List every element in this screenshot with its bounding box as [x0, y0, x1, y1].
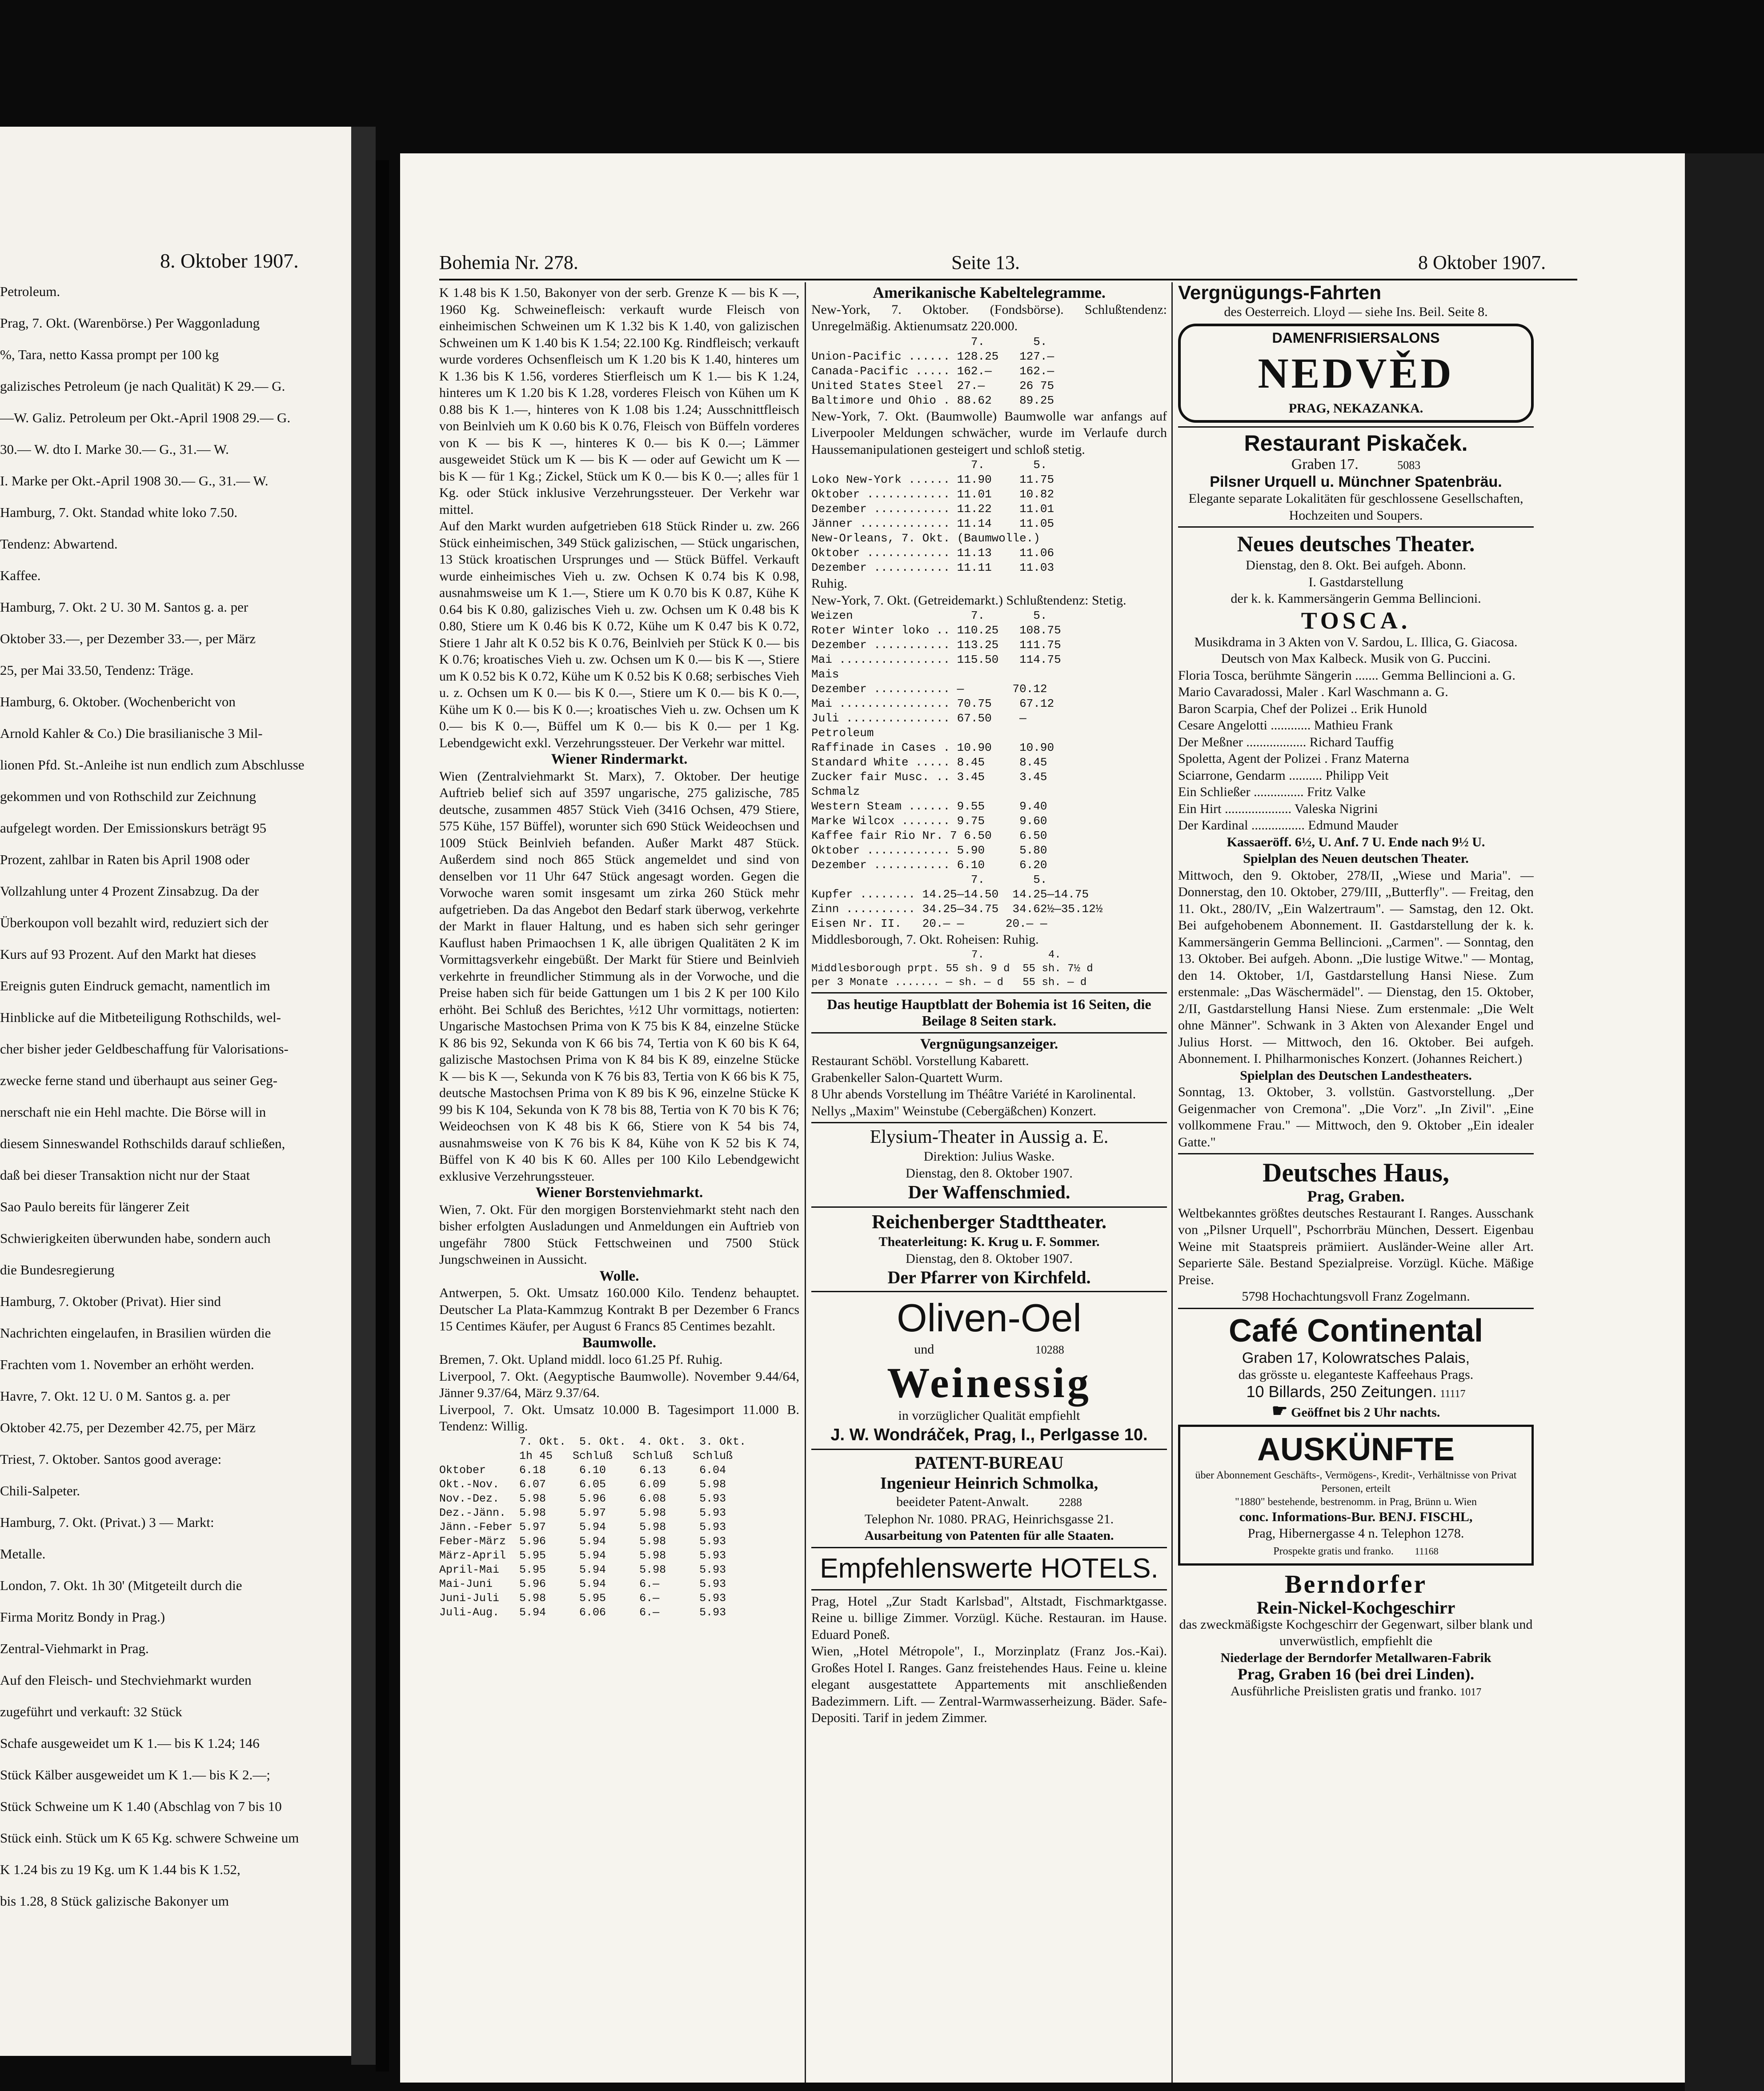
middlesborough-paragraph: Middlesborough, 7. Okt. Roheisen: Ruhig. — [811, 932, 1039, 947]
elysium-title: Elysium-Theater in Aussig a. E. — [870, 1127, 1109, 1147]
right-page — [400, 153, 1685, 2083]
cast-member: Floria Tosca, berühmte Sängerin ....... Gemma Bellincioni a. G. — [1178, 668, 1515, 683]
left-column-line: zugeführt und verkauft: 32 Stück — [0, 1704, 182, 1719]
theatre-schedule: Mittwoch, den 9. Oktober, 278/II, „Wiese und Maria". — Donnerstag, den 10. Oktober, 279/III, „Butterfly". — Freitag, den 11. Okt., 280/IV, „Ein Walzertraum". — Samstag, den 12. Okt. Bei aufgehobenem Abonnement. II. Gastdarstellung der k. k. Kammersängerin Gemma Bellincioni. „Carmen". — Sonntag, den 13. Oktober. Bei aufgeh. Abonn. „Die lustige Witwe." — Montag, den 14. Oktober, 1/I, Gastdarstellung Hansi Niese. Zum erstenmale: „Das Wäschermädel". — Dienstag, den 15. Oktober, 2/II, Gastdarstellung Hansi Niese. Zum erstenmale: „Die Welt ohne Männer". Schwank in 3 Akten von Alexander Engel und Julius Horst. — Mittwoch, den 16. Oktober. Bei aufgeh. Abonnement. I. Philharmonisches Konzert. (Johannes Reichert.) — [1178, 868, 1534, 1066]
event-item: 8 Uhr abends Vorstellung im Théâtre Variété in Karolinental. — [811, 1087, 1136, 1102]
cotton-table-rows: Oktober 6.18 6.10 6.13 6.04 Okt.-Nov. 6.07 6.05 6.09 5.98 Nov.-Dez. 5.98 5.96 6.08 5.93 Dez.-Jänn. 5.98 5.97 5.98 5.93 Jänn.-Feber 5.97 5.94 5.98 5.93 Feber-März 5.96 5.94 5.98 5.93 März-April 5.95 5.94 5.98 5.93 April-Mai 5.95 5.94 5.98 5.93 Mai-Juni 5.96 5.94 6.— 5.93 Juni-Juli 5.98 5.95 6.— 5.93 Juli-Aug. 5.94 6.06 6.— 5.93 — [439, 1463, 726, 1619]
cast-member: Ein Schließer ............... Fritz Valke — [1178, 785, 1366, 799]
left-column-line: Hamburg, 7. Okt. 2 U. 30 M. Santos g. a. per — [0, 599, 249, 615]
left-page — [0, 127, 351, 2056]
ny-stocks-paragraph: New-York, 7. Oktober. (Fondsbörse). Schlußtendenz: Unregelmäßig. Aktienumsatz 220.000. — [811, 302, 1167, 333]
theatre-title: Neues deutsches Theater. — [1237, 531, 1475, 556]
cast-member: Sciarrone, Gendarm .......... Philipp Veit — [1178, 768, 1389, 783]
wool-heading: Wolle. — [599, 1268, 639, 1284]
right-page-page-number: Seite 13. — [951, 252, 1020, 273]
hotel-prague: Prag, Hotel „Zur Stadt Karlsbad", Altstadt, Fischmarktgasse. Reine u. billige Zimmer. Vorzügl. Küche. Restauran. im Hause. Eduard Poneß. — [811, 1594, 1167, 1642]
left-column-line: Tendenz: Abwartend. — [0, 536, 118, 552]
vienna-pig-heading: Wiener Borstenviehmarkt. — [535, 1185, 703, 1201]
meat-prices-paragraph: K 1.48 bis K 1.50, Bakonyer von der serb. Grenze K — bis K —, 1960 Kg. Schweinefleisch: verkauft wurde Fleisch von einheimischen Schweinen um K 1.32 bis K 1.40, von galizischen Schweinen um K 1.40 bis K 1.54; 22.100 Kg. Rindfleisch; verkauft wurde vorderes Ochsenfleisch um K 1.20 bis K 1.40, hinteres um K 1.36 bis K 1.56, vorderes Stierfleisch um K 1.— bis K 1.24, hinteres um K 1.20 bis K 1.28, vorderes Fleisch von Kühen um K 0.88 bis K 1.—, hinteres von K 1.08 bis 1.24; Ausschnittfleisch von Beinlvieh um K 0.60 bis K 0.76, Fleisch von Büffeln vorderes von K — bis K —, hinteres K 0.— bis K 0.—; Lämmer ausgeweidet Stück um K — bis K — oder auf Gewicht um K — bis K — für 1 Kg.; Zickel, Stück um K 0.— bis K 0.—; alles für 1 Kg. oder Stück inklusive Verzehrungssteuer. Der Verkehr war mittel. — [439, 285, 799, 517]
divider — [811, 1122, 1167, 1123]
left-column-line: lionen Pfd. St.-Anleihe ist nun endlich zum Abschlusse — [0, 757, 305, 773]
left-column-line: Hamburg, 7. Okt. (Privat.) 3 — Markt: — [0, 1514, 214, 1530]
cast-member: Baron Scarpia, Chef der Polizei .. Erik Hunold — [1178, 701, 1427, 716]
hotels-title: Empfehlenswerte HOTELS. — [820, 1553, 1159, 1584]
wool-paragraph: Antwerpen, 5. Okt. Umsatz 160.000 Kilo. Tendenz behauptet. Deutscher La Plata-Kammzug Kontrakt B per Dezember 6 Francs 15 Centimes Käufer, per August 6 Francs 85 Centimes bezahlt. — [439, 1286, 799, 1334]
left-column-line: bis 1.28, 8 Stück galizische Bakonyer um — [0, 1893, 229, 1909]
cafe-billiards — [1178, 1383, 1534, 1403]
cattle-market-paragraph: Auf den Markt wurden aufgetrieben 618 Stück Rinder u. zw. 266 Stück einheimischen, 349 Stück galizischen, — Stück ungarischen, 13 Stück kroatischen Ursprunges und — Stück Büffel. Verkauft wurde einheimisches Vieh u. zw. Ochsen K 0.74 bis K 0.98, ausnahmsweise um K 1.—, Stiere um K 0.70 bis K 0.87, Kühe K 0.64 bis K 0.80, galizisches Vieh u. zw. Ochsen um K 0.48 bis K 0.80, Stiere um K 0.46 bis K 0.72, Kühe um K 0.47 bis K 0.72, Stiere 1 Jahr alt K 0.52 bis K 0.76, Beinlvieh per Stück K 0.— bis K 0.76; kroatisches Vieh u. zw. Ochsen um K 0.— bis K —, Stiere um K 0.52 bis K 0.72, Kühe um K 0.52 bis K 0.68; serbisches Vieh u. z. Ochsen um K 0.— bis K 0.—, Stiere um K 0.— bis K 0.—, Kühe um K 0.— bis K 0.—; kroatisches Vieh u. zw. Ochsen um K 0.— bis K 0.—, Büffel um K 0.— bis K 0.— per 1 Kg. Lebendgewicht exkl. Verzehrungssteuer. Der Verkehr war mittel. — [439, 519, 799, 750]
left-column-line: Prag, 7. Okt. (Warenbörse.) Per Waggonladung — [0, 315, 260, 331]
cafe-continental-title: Café Continental — [1228, 1313, 1483, 1349]
left-page-date: 8. Oktober 1907. — [160, 249, 299, 272]
left-column-line: Schafe ausgeweidet um K 1.— bis K 1.24; 146 — [0, 1735, 260, 1751]
left-column-line: Havre, 7. Okt. 12 U. 0 M. Santos g. a. per — [0, 1388, 230, 1404]
ad-number: 10288 — [1035, 1343, 1064, 1356]
cotton-table-header: 7. Okt. 5. Okt. 4. Okt. 3. Okt. 1h 45 Schluß Schluß Schluß — [519, 1435, 746, 1462]
left-column-line: Ereignis guten Eindruck gemacht, namentlich im — [0, 978, 270, 993]
vinegar-ad-title: Weinessig — [887, 1358, 1091, 1406]
divider — [811, 992, 1167, 993]
ad-number: 2288 — [1058, 1496, 1082, 1509]
left-column-line: Hamburg, 7. Okt. Standad white loko 7.50. — [0, 505, 238, 520]
reichenberg-management: Theaterleitung: K. Krug u. F. Sommer. — [878, 1234, 1100, 1249]
left-column-line: Vollzahlung unter 4 Prozent Zinsabzug. Da der — [0, 883, 259, 899]
left-column-line: diesem Sinneswandel Rothschilds darauf schließen, — [0, 1136, 285, 1151]
piskacek-address — [1178, 456, 1534, 474]
reichenberg-play: Der Pfarrer von Kirchfeld. — [887, 1267, 1091, 1287]
divider — [1178, 1308, 1534, 1309]
cafe-address: Graben 17, Kolowratsches Palais, — [1242, 1349, 1470, 1366]
tosca-title: TOSCA. — [1301, 607, 1411, 634]
left-column-line: Hamburg, 6. Oktober. (Wochenbericht von — [0, 694, 236, 709]
left-column-line: Frachten vom 1. November an erhöht werden. — [0, 1357, 254, 1372]
divider — [1178, 426, 1534, 428]
elysium-director: Direktion: Julius Waske. — [923, 1149, 1055, 1164]
book-edge — [1685, 153, 1764, 2091]
left-column-line: daß bei dieser Transaktion nicht nur der Staat — [0, 1167, 250, 1183]
lloyd-text: des Oesterreich. Lloyd — [1224, 304, 1345, 319]
left-column-line: zwecke ferne stand und überhaupt aus seiner Geg- — [0, 1073, 278, 1088]
piskacek-rooms: Elegante separate Lokalitäten für geschlossene Gesellschaften, Hochzeiten und Soupers. — [1188, 491, 1523, 523]
left-column-line: %, Tara, netto Kassa prompt per 100 kg — [0, 347, 219, 362]
vienna-cattle-heading: Wiener Rindermarkt. — [551, 751, 688, 767]
olive-oil-merchant: J. W. Wondráček, Prag, I., Perlgasse 10. — [830, 1426, 1148, 1444]
auskuenfte-agency: conc. Informations-Bur. BENJ. FISCHL, — [1239, 1509, 1473, 1524]
hotel-vienna: Wien, „Hotel Métropole", I., Morzinplatz (Franz Jos.-Kai). Großes Hotel I. Ranges. Ganz freistehendes Haus. Feine u. kleine elegant ausgestattete Appartements mit anschließenden Badezimmern. Lift. — Zentral-Warmwasserheizung. Bäder. Safe-Depositi. Tarif in jedem Zimmer. — [811, 1644, 1167, 1725]
elysium-play: Der Waffenschmied. — [908, 1182, 1070, 1203]
ny-grain-paragraph: New-York, 7. Okt. (Getreidemarkt.) Schlußtendenz: Stetig. — [811, 593, 1127, 608]
left-column-line: galizisches Petroleum (je nach Qualität) K 29.— G. — [0, 378, 285, 394]
nedved-salon-ad — [1178, 324, 1534, 423]
cafe-tagline: das grösste u. eleganteste Kaffeehaus Prags. — [1238, 1367, 1474, 1382]
auskuenfte-title: AUSKÜNFTE — [1257, 1431, 1455, 1467]
divider — [1178, 526, 1534, 528]
theatre-date: Dienstag, den 8. Okt. Bei aufgeh. Abonn. — [1246, 558, 1466, 573]
header-rule — [439, 279, 1577, 280]
tosca-description: Musikdrama in 3 Akten von V. Sardou, L. Illica, G. Giacosa. Deutsch von Max Kalbeck. Musik von G. Puccini. — [1194, 634, 1518, 666]
patent-service: Ausarbeitung von Patenten für alle Staaten. — [864, 1528, 1114, 1543]
left-column-line: Triest, 7. Oktober. Santos good average: — [0, 1451, 222, 1467]
patent-attorney — [811, 1494, 1167, 1511]
left-column-line: Hinblicke auf die Mitbeteiligung Rothschilds, wel- — [0, 1009, 281, 1025]
lloyd-trips-ad — [1178, 284, 1534, 304]
right-page-paper-name: Bohemia Nr. 278. — [439, 252, 578, 273]
berndorfer-product: Rein-Nickel-Kochgeschirr — [1256, 1598, 1455, 1618]
commodities-table: Weizen 7. 5. Roter Winter loko .. 110.25 108.75 Dezember ........... 113.25 111.75 Mai ................ 115.50 114.75 Mais Dezember ........... — 70.12 Mai ................ 70.75 67.12 Juli ............... 67.50 — Petroleum Raffinade in Cases . 10.90 10.90 Standard White ..... 8.45 8.45 Zucker fair Musc. .. 3.45 3.45 Schmalz Western Steam ...... 9.55 9.40 Marke Wilcox ....... 9.75 9.60 Kaffee fair Rio Nr. 7 6.50 6.50 Oktober ............ 5.90 5.80 Dezember ........... 6.10 6.20 7. 5. Kupfer ........ 14.25—14.50 14.25—14.75 Zinn .......... 34.25—34.75 34.62½—35.12½ Eisen Nr. II. 20.— — 20.— — — [811, 609, 1103, 930]
lloyd-trips-subline: des Oesterreich. Lloyd — siehe Ins. Beil. Seite 8. — [1224, 304, 1488, 319]
bremen-paragraph: Bremen, 7. Okt. Upland middl. loco 61.25 Pf. Ruhig. — [439, 1352, 723, 1367]
left-column-line: Oktober 42.75, per Dezember 42.75, per März — [0, 1420, 256, 1435]
ruhig-text: Ruhig. — [811, 576, 847, 591]
left-column-line: Chili-Salpeter. — [0, 1483, 80, 1498]
event-item: Grabenkeller Salon-Quartett Wurm. — [811, 1070, 1003, 1085]
reichenberg-date: Dienstag, den 8. Oktober 1907. — [906, 1251, 1073, 1266]
auskuenfte-address: Prag, Hibernergasse 4 n. Telephon 1278. — [1247, 1526, 1464, 1541]
left-column-line: Petroleum. — [0, 284, 60, 299]
divider — [811, 1589, 1167, 1590]
ny-cotton-paragraph: New-York, 7. Okt. (Baumwolle) Baumwolle war anfangs auf Liverpooler Meldungen schwächer, wurde im Verlaufe durch Haussemanipulationen gesteigert und schloß stetig. — [811, 409, 1167, 457]
und-word: und — [914, 1342, 934, 1357]
patent-phone: Telephon Nr. 1080. PRAG, Heinrichsgasse 21. — [864, 1511, 1114, 1526]
reichenberg-title: Reichenberger Stadttheater. — [872, 1211, 1107, 1233]
left-column-line: Nachrichten eingelaufen, in Brasilien würden die — [0, 1325, 271, 1341]
column-divider — [1171, 282, 1173, 2083]
auskuenfte-prospect — [1184, 1542, 1528, 1560]
auskuenfte-prospect-text: Prospekte gratis und franko. — [1273, 1545, 1394, 1557]
left-column-line: aufgelegt worden. Der Emissionskurs beträgt 95 — [0, 820, 267, 836]
left-column-line: —W. Galiz. Petroleum per Okt.-April 1908 29.— G. — [0, 410, 291, 425]
berndorfer-prices-text: Ausführliche Preislisten gratis und franko. — [1230, 1683, 1457, 1698]
left-column-line: nerschaft nie ein Hehl machte. Die Börse will in — [0, 1104, 266, 1120]
cast-member: Cesare Angelotti ............ Mathieu Frank — [1178, 718, 1393, 733]
olive-oil-und — [811, 1341, 1167, 1358]
vienna-pig-paragraph: Wien, 7. Okt. Für den morgigen Borstenviehmarkt steht nach den bisher erfolgten Ausladungen und Anmeldungen ein Auftrieb von ungefähr 7800 Stück Fettschweinen und 7500 Stück Jungschweinen in Aussicht. — [439, 1202, 799, 1267]
auskuenfte-details: über Abonnement Geschäfts-, Vermögens-, Kredit-, Verhältnisse von Privat Personen, erteilt — [1195, 1469, 1517, 1494]
lloyd-see-text: siehe Ins. Beil. Seite 8. — [1365, 304, 1488, 319]
divider — [1178, 1153, 1534, 1154]
left-column-line: 25, per Mai 33.50, Tendenz: Träge. — [0, 662, 194, 678]
deutsches-haus-signature: 5798 Hochachtungsvoll Franz Zogelmann. — [1242, 1289, 1470, 1304]
cotton-futures-table: 7. 5. Loko New-York ...... 11.90 11.75 Oktober ............ 11.01 10.82 Dezember ........... 11.22 11.01 Jänner ............. 11.14 11.05 New-Orleans, 7. Okt. (Baumwolle.) Oktober ............ 11.13 11.06 Dezember ........... 11.11 11.03 — [811, 458, 1054, 574]
berndorfer-title: Berndorfer — [1284, 1570, 1427, 1598]
left-column-line: Prozent, zahlbar in Raten bis April 1908 oder — [0, 852, 250, 867]
theatre-schedule-heading: Spielplan des Neuen deutschen Theater. — [1243, 851, 1469, 866]
deutsches-haus-address: Prag, Graben. — [1307, 1187, 1405, 1205]
ad-number: 11168 — [1415, 1545, 1439, 1557]
left-column-line: London, 7. Okt. 1h 30' (Mitgeteilt durch die — [0, 1578, 242, 1593]
left-column-line: I. Marke per Okt.-April 1908 30.— G., 31.— W. — [0, 473, 269, 489]
patent-engineer: Ingenieur Heinrich Schmolka, — [880, 1474, 1098, 1493]
left-column-line: Kurs auf 93 Prozent. Auf den Markt hat dieses — [0, 946, 256, 962]
event-item: Restaurant Schöbl. Vorstellung Kabarett. — [811, 1054, 1029, 1068]
olive-oil-quality: in vorzüglicher Qualität empfiehlt — [898, 1408, 1080, 1423]
piskacek-beer: Pilsner Urquell u. Münchner Spatenbräu. — [1210, 473, 1502, 490]
vienna-cattle-paragraph: Wien (Zentralviehmarkt St. Marx), 7. Oktober. Der heutige Auftrieb belief sich auf 3597 ungarische, 275 galizische, 785 deutsche, zusammen 4857 Stück Vieh (3416 Ochsen, 479 Stiere, 575 Kühe, 157 Büffel), worunter sich 690 Stück Weideochsen und 1009 Stück Beinlvieh befanden. Außer Markt 487 Stück. Außerdem sind noch 865 Stück angemeldet und sind von denselben vor 11 Uhr 647 Stück angesagt worden. Gegen die Vorwoche waren somit insgesamt um zirka 260 Stück mehr aufgetrieben. Da das Angebot den Bedarf stark überwog, verkehrte der Markt in flauer Haltung, und es haben sich sehr geringer Kauflust haben Primaochsen 1 K, alle übrigen Qualitäten 2 K im Vormittagsverkehr eingebüßt. Der Markt für Stiere und Beinlvieh verkehrte in freundlicher Stimmung als in der Vorwoche, und die Preise haben sich für beide Gattungen um 1 bis 2 K per 100 Kilo erhöht. Bei Schluß des Berichtes, ½12 Uhr vormittags, notierten: Ungarische Mastochsen Prima von K 75 bis K 84, einzelne Stücke K 86 bis 92, Sekunda von K 66 bis 74, Tertia von K 60 bis K 64, galizische Mastochsen Prima von K 84 bis K 89, einzelne Stücke K — bis K —, Sekunda von K 76 bis 83, Tertia von K 66 bis K 75, deutsche Mastochsen Prima von K 89 bis K 96, einzelne Stücke K 99 bis K 104, Sekunda von K 78 bis 88, Tertia von K 70 bis K 76; Weideochsen von K 48 bis K 66, Stiere von K 54 bis 74, ausnahmsweise von K 76 bis K 84, Kühe von K 52 bis K 74, Büffel von K 40 bis K 60. Alles per 100 Kilo Lebendgewicht exklusive Verzehrungssteuer. — [439, 769, 799, 1184]
cafe-hours-text: Geöffnet bis 2 Uhr nachts. — [1291, 1405, 1440, 1420]
left-column-line: Auf den Fleisch- und Stechviehmarkt wurden — [0, 1672, 252, 1688]
nedved-subtitle: DAMENFRISIERSALONS — [1272, 330, 1440, 346]
left-column-line: Firma Moritz Bondy in Prag.) — [0, 1609, 165, 1625]
left-column-line: Stück Schweine um K 1.40 (Abschlag von 7 bis 10 — [0, 1799, 282, 1814]
piskacek-title: Restaurant Piskaček. — [1244, 431, 1468, 456]
cast-member: Ein Hirt .................... Valeska Nigrini — [1178, 801, 1378, 816]
theatre-singer: der k. k. Kammersängerin Gemma Bellincioni. — [1231, 591, 1481, 606]
deutsches-haus-title: Deutsches Haus, — [1262, 1158, 1450, 1187]
column-divider — [805, 282, 806, 2083]
page-spine — [376, 160, 389, 2071]
cast-member: Spoletta, Agent der Polizei . Franz Materna — [1178, 751, 1409, 766]
berndorfer-address: Prag, Graben 16 (bei drei Linden). — [1237, 1665, 1475, 1683]
left-column-line: Kaffee. — [0, 568, 41, 583]
left-column-line: Stück Kälber ausgeweidet um K 1.— bis K 2.—; — [0, 1767, 270, 1783]
left-column-line: Überkoupon voll bezahlt wird, reduziert sich der — [0, 915, 269, 930]
iron-table: 7. 4. Middlesborough prpt. 55 sh. 9 d 55 sh. 7½ d per 3 Monate ....... — sh. — d 55 sh. — d — [811, 949, 1093, 989]
left-column-line: K 1.24 bis zu 19 Kg. um K 1.44 bis K 1.52, — [0, 1862, 241, 1877]
berndorfer-store: Niederlage der Berndorfer Metallwaren-Fabrik — [1220, 1650, 1491, 1665]
ad-number: 5083 — [1397, 459, 1421, 472]
divider — [811, 1291, 1167, 1292]
olive-oil-ad-title: Oliven-Oel — [897, 1296, 1082, 1340]
left-column-line: Sao Paulo bereits für längerer Zeit — [0, 1199, 190, 1214]
nedved-name: NEDVĚD — [1258, 349, 1454, 397]
left-column-line: gekommen und von Rothschild zur Zeichnung — [0, 789, 256, 804]
patent-attorney-text: beeideter Patent-Anwalt. — [896, 1494, 1029, 1509]
divider — [811, 1547, 1167, 1548]
ad-number: 11117 — [1440, 1388, 1466, 1400]
event-item: Nellys „Maxim" Weinstube (Cebergäßchen) Konzert. — [811, 1103, 1097, 1118]
page-count-notice: Das heutige Hauptblatt der Bohemia ist 16 Seiten, die Beilage 8 Seiten stark. — [827, 996, 1151, 1029]
left-column-line: Arnold Kahler & Co.) Die brasilianische 3 Mil- — [0, 725, 263, 741]
left-column-line: 30.— W. dto I. Marke 30.— G., 31.— W. — [0, 441, 229, 457]
left-column-line: cher bisher jeder Geldbeschaffung für Valorisations- — [0, 1041, 289, 1057]
left-column-line: Hamburg, 7. Oktober (Privat). Hier sind — [0, 1294, 221, 1309]
stocks-table: 7. 5. Union-Pacific ...... 128.25 127.— Canada-Pacific ..... 162.— 162.— United States Steel 27.— 26 75 Baltimore und Ohio . 88.62 89.25 — [811, 335, 1054, 407]
auskuenfte-ad — [1178, 1425, 1534, 1566]
elysium-date: Dienstag, den 8. Oktober 1907. — [906, 1166, 1073, 1181]
liverpool-paragraph: Liverpool, 7. Okt. Umsatz 10.000 B. Tagesimport 11.000 B. Tendenz: Willig. — [439, 1402, 799, 1434]
left-column-line: Metalle. — [0, 1546, 46, 1562]
divider — [811, 1449, 1167, 1450]
cast-member: Der Kardinal ................ Edmund Mauder — [1178, 818, 1398, 833]
lloyd-trips-title: Vergnügungs-Fahrten — [1178, 284, 1382, 304]
left-column-line: die Bundesregierung — [0, 1262, 115, 1278]
landestheater-schedule: Sonntag, 13. Oktober, 3. vollstün. Gastvorstellung. „Der Geigenmacher von Cremona". „Die Vorz". „In Zivil". „Eine vollkommene Frau." — Mittwoch, den 9. Oktober „Ein idealer Gatte." — [1178, 1085, 1534, 1150]
left-column-line: Zentral-Viehmarkt in Prag. — [0, 1641, 149, 1656]
advertisements-column — [1178, 284, 1534, 2080]
market-report-column — [439, 284, 799, 2080]
auskuenfte-since: "1880" bestehende, bestrenomm. in Prag, Brünn u. Wien — [1235, 1496, 1477, 1508]
pointing-hand-icon: ☛ — [1271, 1401, 1288, 1421]
cafe-hours — [1178, 1402, 1534, 1421]
events-list — [811, 1053, 1167, 1119]
theatre-guest: I. Gastdarstellung — [1308, 574, 1403, 589]
patent-bureau-title: PATENT-BUREAU — [914, 1453, 1064, 1473]
ad-number: 1017 — [1460, 1686, 1482, 1698]
liverpool-egypt-paragraph: Liverpool, 7. Okt. (Aegyptische Baumwolle). November 9.44/64, Jänner 9.37/64, März 9.37/64. — [439, 1369, 799, 1400]
cable-telegram-title: Amerikanische Kabeltelegramme. — [873, 284, 1106, 301]
cable-telegram-column — [811, 284, 1167, 2080]
landestheater-heading: Spielplan des Deutschen Landestheaters. — [1240, 1068, 1472, 1083]
piskacek-street: Graben 17. — [1291, 456, 1359, 473]
berndorfer-prices — [1178, 1683, 1534, 1701]
nedved-address: PRAG, NEKAZANKA. — [1288, 401, 1423, 416]
cafe-billiards-text: 10 Billards, 250 Zeitungen. — [1246, 1382, 1437, 1401]
page-fold — [351, 127, 376, 2065]
divider — [811, 1206, 1167, 1208]
left-column-line: Stück einh. Stück um K 65 Kg. schwere Schweine um — [0, 1830, 299, 1846]
tosca-times: Kassaeröff. 6½, U. Anf. 7 U. Ende nach 9½ U. — [1227, 834, 1485, 849]
deutsches-haus-text: Weltbekanntes größtes deutsches Restaurant I. Ranges. Ausschank von „Pilsner Urquell", Pschorrbräu München, Dessert. Eigenbau Weine mit Staatspreis prämiiert. Ausländer-Weine aller Art. Separierte Säle. Bestand Spezialpreise. Vorzügl. Küche. Mäßige Preise. — [1178, 1206, 1534, 1287]
cotton-heading: Baumwolle. — [582, 1334, 656, 1351]
events-heading: Vergnügungsanzeiger. — [920, 1036, 1058, 1052]
left-column-line: Oktober 33.—, per Dezember 33.—, per März — [0, 631, 256, 646]
berndorfer-description: das zweckmäßigste Kochgeschirr der Gegenwart, silber blank und unverwüstlich, empfiehlt die — [1179, 1617, 1533, 1648]
cast-member: Mario Cavaradossi, Maler . Karl Waschmann a. G. — [1178, 685, 1448, 699]
right-page-date: 8 Oktober 1907. — [1418, 252, 1546, 273]
tosca-cast-list — [1178, 667, 1534, 834]
cast-member: Der Meßner .................. Richard Tauffig — [1178, 734, 1394, 749]
left-page-column — [0, 276, 342, 2040]
left-column-line: Schwierigkeiten überwunden habe, sondern auch — [0, 1230, 271, 1246]
divider — [811, 1032, 1167, 1033]
